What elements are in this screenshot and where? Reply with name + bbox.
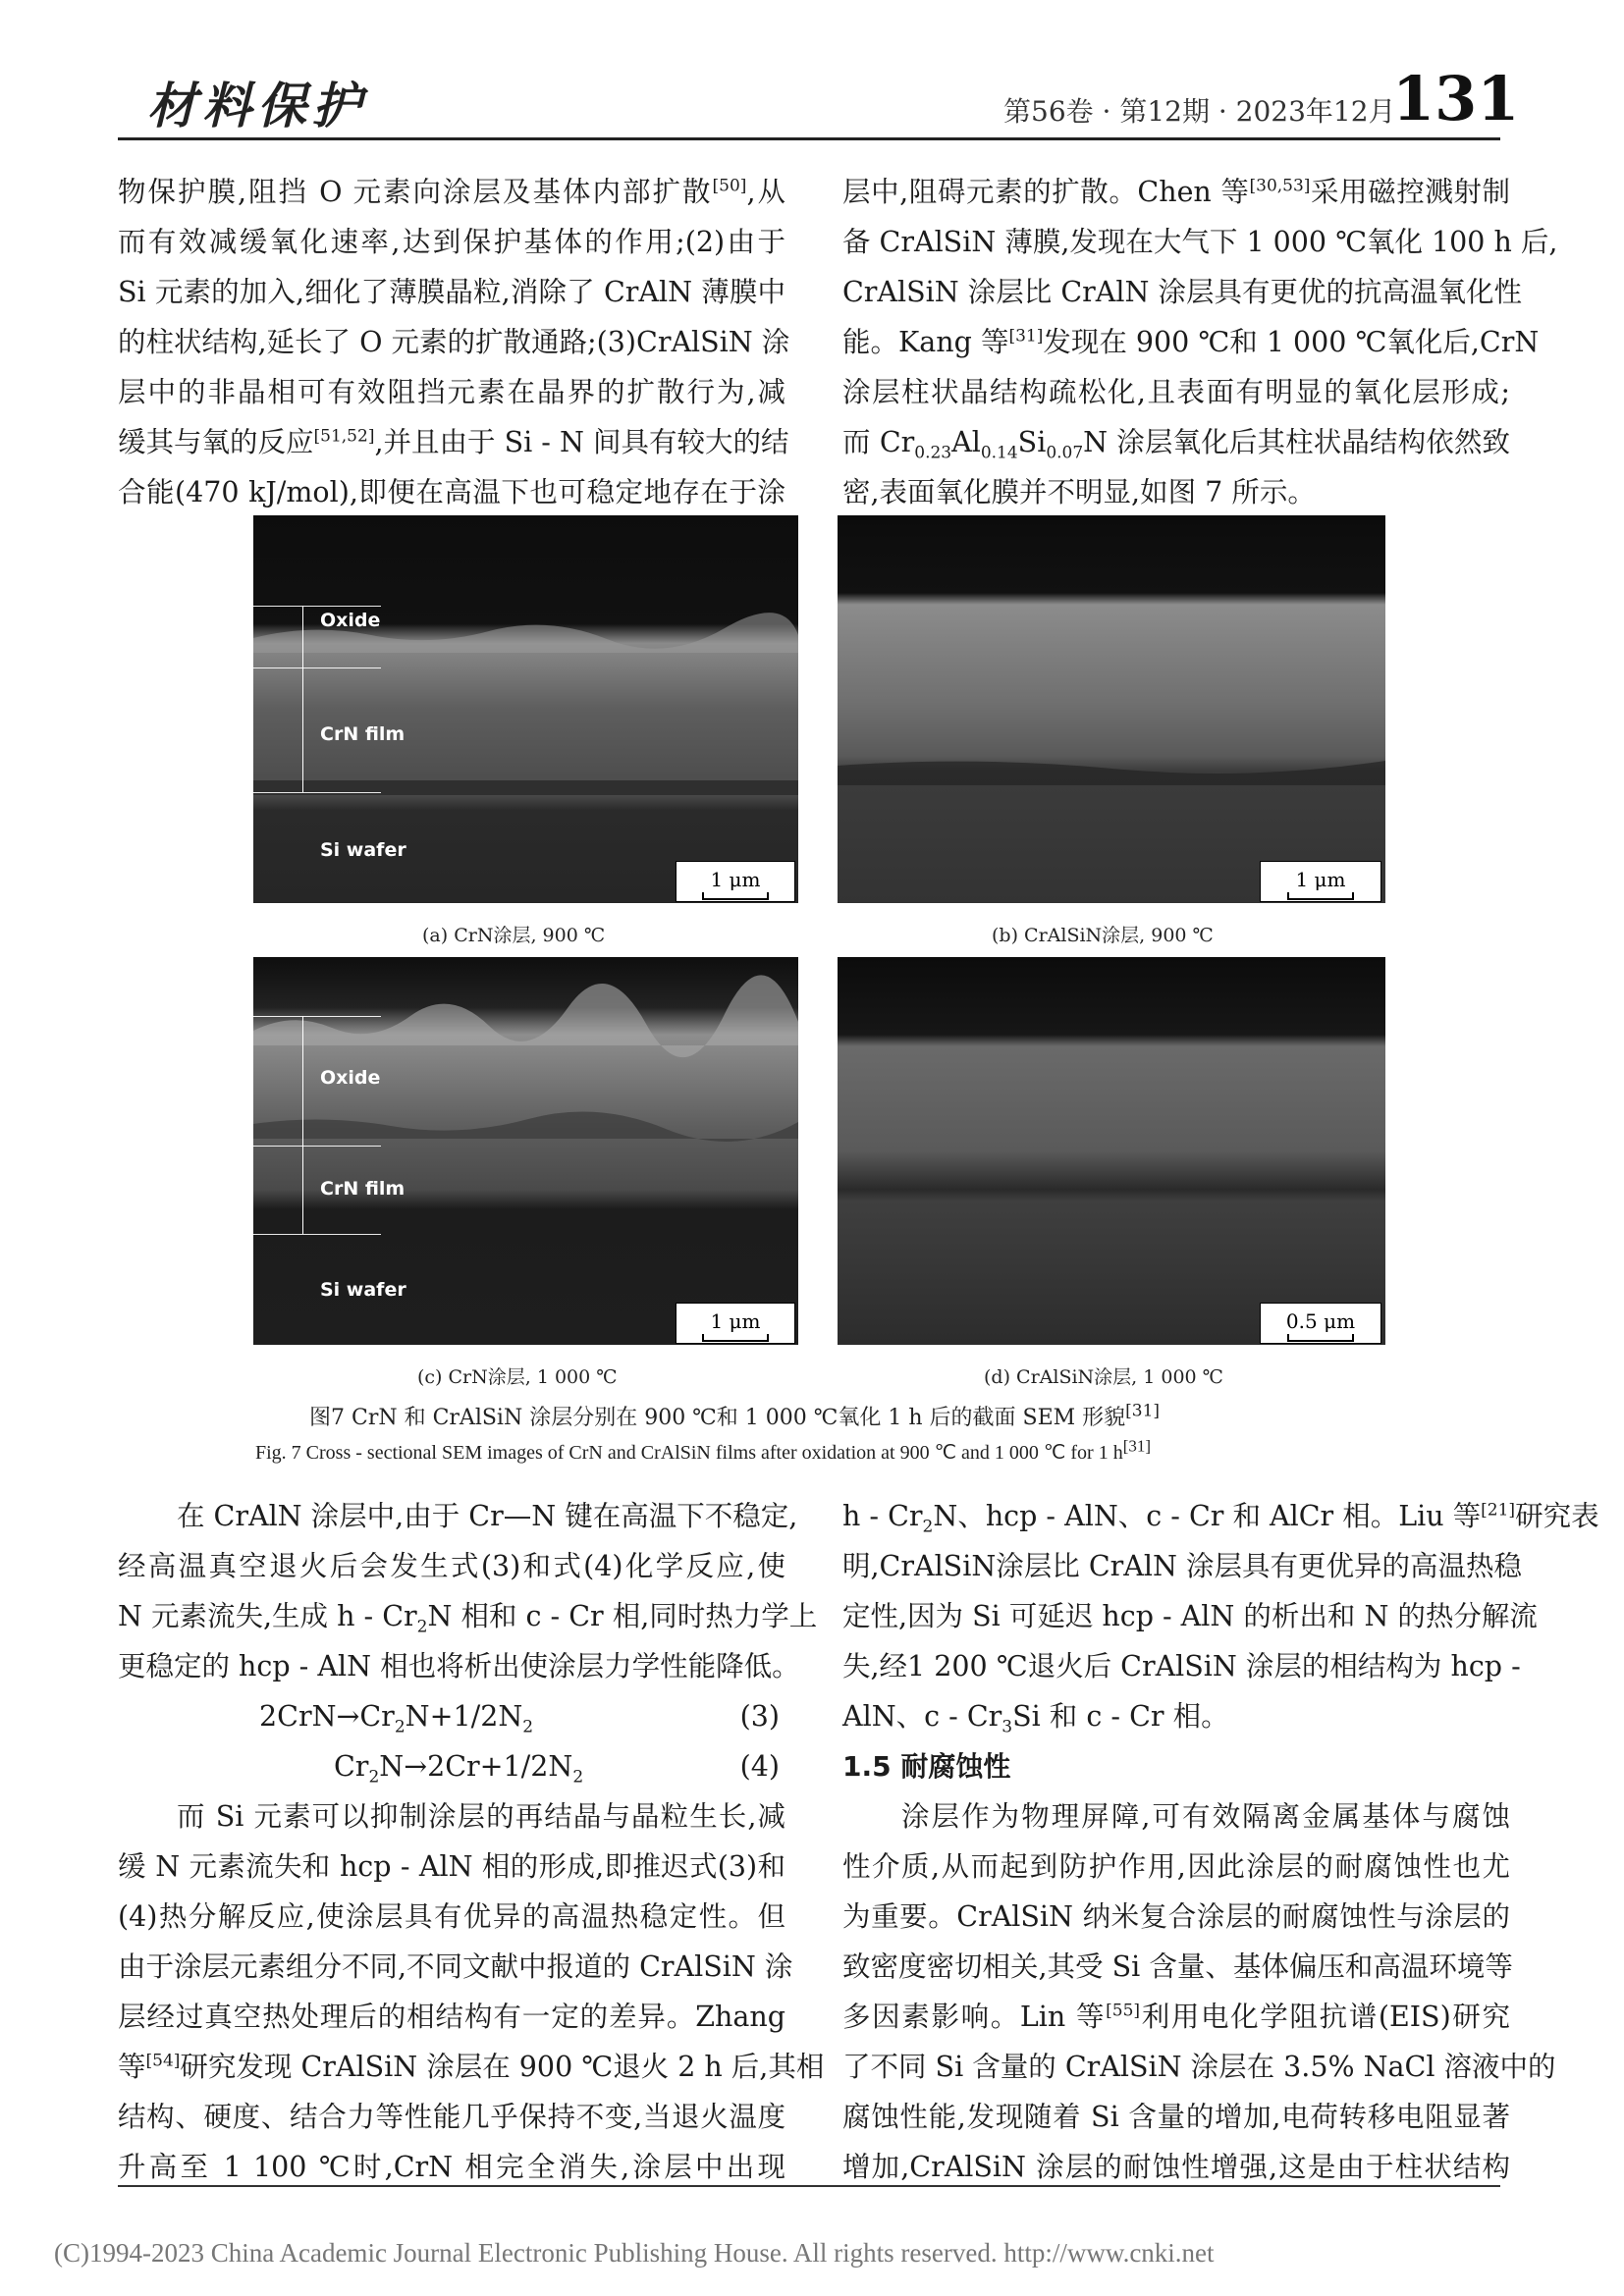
text-line: 而 $Cr_{0.23}Al_{0.14}Si_{0.07}N$ 涂层氧化后其柱状晶结构依然致 bbox=[842, 426, 1510, 463]
text-line: 缓其与氧的反应[51,52],并且由于 Si - N 间具有较大的结 bbox=[118, 426, 789, 458]
sem-panel-b bbox=[838, 515, 1385, 903]
scale-bar: 1 μm bbox=[676, 1303, 795, 1344]
sem-panel-c bbox=[253, 957, 798, 1345]
text-line: 层中,阻碍元素的扩散。Chen 等[30,53]采用磁控溅射制 bbox=[842, 176, 1510, 208]
text-line: 腐蚀性能,发现随着 Si 含量的增加,电荷转移电阻显著 bbox=[842, 2101, 1510, 2133]
bottom-right-column bbox=[842, 1491, 1599, 2192]
sem-image-d bbox=[838, 957, 1385, 1345]
text-line: 多因素影响。Lin 等[55]利用电化学阻抗谱(EIS)研究 bbox=[842, 2001, 1510, 2033]
panel-caption-b: (b) CrAlSiN涂层, 900 ℃ bbox=[992, 925, 1214, 946]
panel-caption-a: (a) CrN涂层, 900 ℃ bbox=[422, 925, 606, 946]
text-line: 失,经1 200 ℃退火后 CrAlSiN 涂层的相结构为 hcp - bbox=[842, 1650, 1521, 1682]
text-line: 更稳定的 hcp - AlN 相也将析出使涂层力学性能降低。 bbox=[118, 1650, 800, 1682]
top-right-column bbox=[842, 167, 1558, 517]
film-bottom-line bbox=[253, 792, 381, 793]
thickness-arrow bbox=[302, 1016, 303, 1234]
text-line: 而 Si 元素可以抑制涂层的再结晶与晶粒生长,减 bbox=[177, 1800, 785, 1833]
substrate-label: Si wafer bbox=[320, 839, 406, 861]
bottom-left-column bbox=[118, 1491, 825, 2192]
oxide-top-line bbox=[253, 606, 381, 607]
text-line: 缓 N 元素流失和 hcp - AlN 相的形成,即推迟式(3)和 bbox=[118, 1850, 785, 1883]
text-line: 结构、硬度、结合力等性能几乎保持不变,当退火温度 bbox=[118, 2101, 785, 2133]
text-line: 物保护膜,阻挡 O 元素向涂层及基体内部扩散[50],从 bbox=[118, 176, 785, 208]
oxide-label: Oxide bbox=[320, 1067, 381, 1089]
equation-3: $2CrN\to Cr_2N+1/2N_2$ (3) bbox=[259, 1700, 780, 1737]
text-line: 为重要。CrAlSiN 纳米复合涂层的耐腐蚀性与涂层的 bbox=[842, 1900, 1510, 1933]
figure-caption-zh: 图7 CrN 和 CrAlSiN 涂层分别在 900 ℃和 1 000 ℃氧化 1 h 后的截面 SEM 形貌[31] bbox=[309, 1401, 1161, 1430]
text-line: Si 元素的加入,细化了薄膜晶粒,消除了 CrAlN 薄膜中 bbox=[118, 276, 785, 308]
equation-4: $Cr_2N\to 2Cr+1/2N_2$ (4) bbox=[334, 1750, 780, 1788]
figure-caption-en: Fig. 7 Cross - sectional SEM images of CrN and CrAlSiN films after oxidation at 900 ℃ and 1 000 ℃ for 1 h[31] bbox=[255, 1436, 1152, 1464]
text-line: 升高至 1 100 ℃时,CrN 相完全消失,涂层中出现 bbox=[118, 2151, 785, 2183]
page-number: 131 bbox=[1392, 63, 1520, 134]
sem-panel-a bbox=[253, 515, 798, 903]
footer-rule bbox=[118, 2185, 1500, 2187]
copyright-notice: (C)1994-2023 China Academic Journal Electronic Publishing House. All rights reserved. http://www.cnki.net bbox=[54, 2238, 1215, 2268]
text-line: CrAlSiN 涂层比 CrAlN 涂层具有更优的抗高温氧化性 bbox=[842, 276, 1522, 308]
text-line: 层经过真空热处理后的相结构有一定的差异。Zhang bbox=[118, 2001, 785, 2033]
panel-caption-d: (d) CrAlSiN涂层, 1 000 ℃ bbox=[984, 1366, 1223, 1388]
text-line: 备 CrAlSiN 薄膜,发现在大气下 1 000 ℃氧化 100 h 后, bbox=[842, 226, 1558, 258]
oxide-top-line bbox=[253, 1016, 381, 1017]
oxide-bottom-line bbox=[253, 667, 381, 668]
text-line: 层中的非晶相可有效阻挡元素在晶界的扩散行为,减 bbox=[118, 376, 785, 408]
panel-caption-c: (c) CrN涂层, 1 000 ℃ bbox=[417, 1366, 618, 1388]
scale-bar: 0.5 μm bbox=[1260, 1303, 1381, 1344]
scale-bar: 1 μm bbox=[676, 861, 795, 902]
text-line: 了不同 Si 含量的 CrAlSiN 涂层在 3.5% NaCl 溶液中的 bbox=[842, 2051, 1556, 2083]
substrate-label: Si wafer bbox=[320, 1279, 406, 1301]
sem-image-b bbox=[838, 515, 1385, 903]
top-left-column bbox=[118, 167, 790, 517]
journal-logo: 材料保护 bbox=[147, 78, 367, 134]
text-line: 涂层作为物理屏障,可有效隔离金属基体与腐蚀 bbox=[901, 1800, 1510, 1833]
issue-info: 第56卷 · 第12期 · 2023年12月 bbox=[1003, 95, 1396, 128]
film-label: CrN film bbox=[320, 1178, 406, 1200]
text-line: 密,表面氧化膜并不明显,如图 7 所示。 bbox=[842, 476, 1316, 508]
oxide-label: Oxide bbox=[320, 610, 381, 631]
text-line: 致密度密切相关,其受 Si 含量、基体偏压和高温环境等 bbox=[842, 1950, 1513, 1983]
text-line: 的柱状结构,延长了 O 元素的扩散通路;(3)CrAlSiN 涂 bbox=[118, 326, 790, 358]
text-line: 经高温真空退火后会发生式(3)和式(4)化学反应,使 bbox=[118, 1550, 785, 1582]
scale-bar: 1 μm bbox=[1260, 861, 1381, 902]
text-line: 由于涂层元素组分不同,不同文献中报道的 CrAlSiN 涂 bbox=[118, 1950, 793, 1983]
text-line: 能。Kang 等[31]发现在 900 ℃和 1 000 ℃氧化后,CrN bbox=[842, 326, 1540, 358]
text-line: 而有效减缓氧化速率,达到保护基体的作用;(2)由于 bbox=[118, 226, 785, 258]
header-rule bbox=[118, 137, 1500, 140]
text-line: AlN、c - $Cr_3Si$ 和 c - Cr 相。 bbox=[842, 1700, 1229, 1737]
text-line: N 元素流失,生成 h - $Cr_2N$ 相和 c - Cr 相,同时热力学上 bbox=[118, 1600, 818, 1637]
text-line: h - $Cr_2N$、hcp - AlN、c - Cr 和 AlCr 相。Liu 等[21]研究表 bbox=[842, 1500, 1599, 1537]
text-line: 增加,CrAlSiN 涂层的耐蚀性增强,这是由于柱状结构 bbox=[842, 2151, 1510, 2183]
film-bottom-line bbox=[253, 1234, 381, 1235]
film-label: CrN film bbox=[320, 723, 406, 745]
text-line: 等[54]研究发现 CrAlSiN 涂层在 900 ℃退火 2 h 后,其相 bbox=[118, 2051, 825, 2083]
sem-panel-d bbox=[838, 957, 1385, 1345]
oxide-bottom-line bbox=[253, 1146, 381, 1147]
thickness-arrow bbox=[302, 606, 303, 792]
text-line: 明,CrAlSiN涂层比 CrAlN 涂层具有更优异的高温热稳 bbox=[842, 1550, 1522, 1582]
text-line: (4)热分解反应,使涂层具有优异的高温热稳定性。但 bbox=[118, 1900, 785, 1933]
text-line: 合能(470 kJ/mol),即便在高温下也可稳定地存在于涂 bbox=[118, 476, 785, 508]
text-line: 性介质,从而起到防护作用,因此涂层的耐腐蚀性也尤 bbox=[842, 1850, 1510, 1883]
text-line: 在 CrAlN 涂层中,由于 Cr—N 键在高温下不稳定, bbox=[177, 1500, 798, 1532]
text-line: 涂层柱状晶结构疏松化,且表面有明显的氧化层形成; bbox=[842, 376, 1510, 408]
section-heading: 1.5 耐腐蚀性 bbox=[842, 1750, 1011, 1783]
text-line: 定性,因为 Si 可延迟 hcp - AlN 的析出和 N 的热分解流 bbox=[842, 1600, 1538, 1632]
